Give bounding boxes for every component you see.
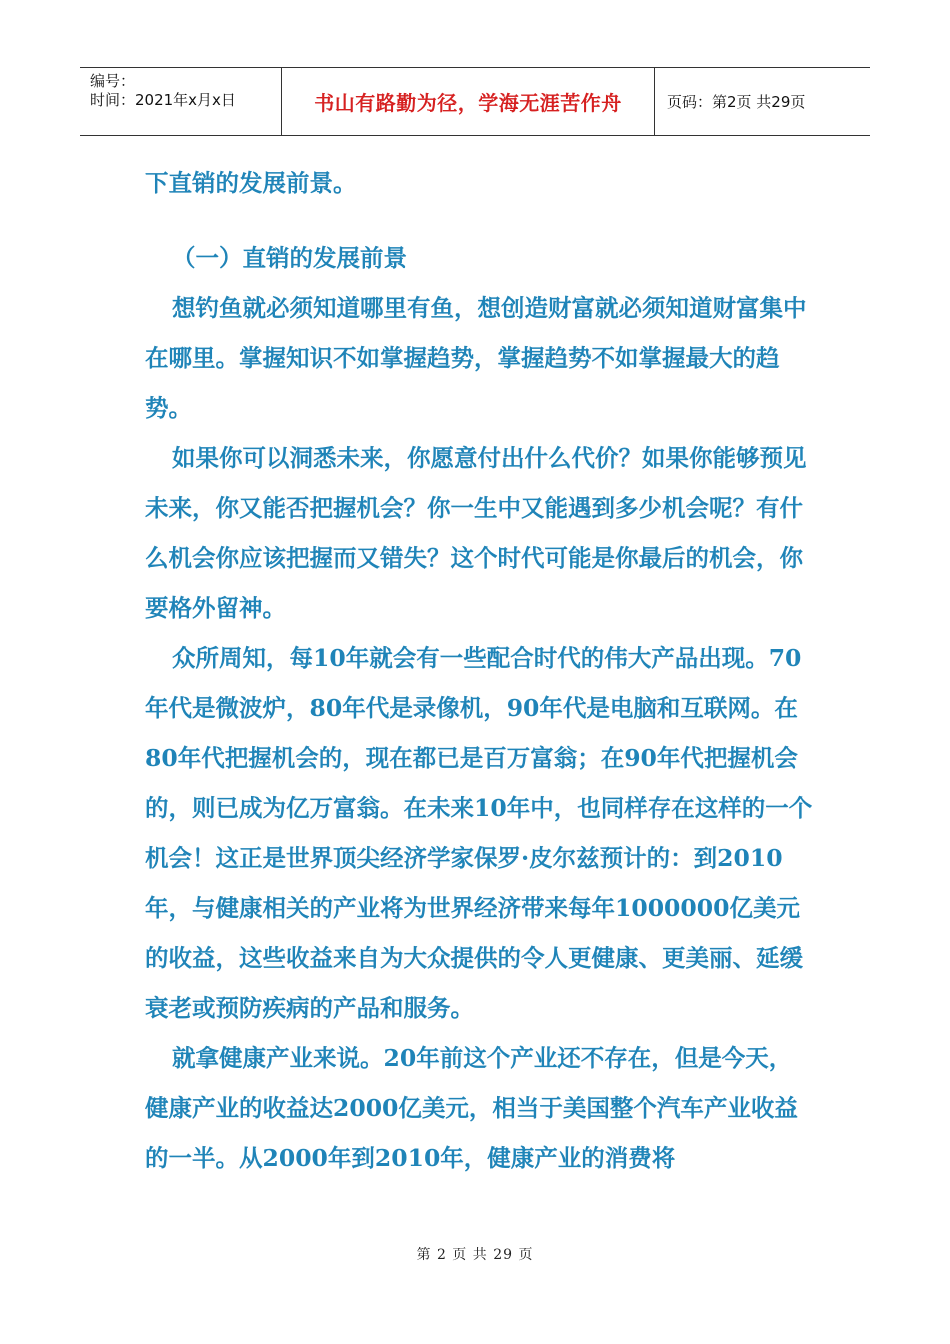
- document-body: [145, 158, 815, 1183]
- header-page-info: 页码：第2页 共29页: [667, 93, 806, 111]
- section-heading: （一）直销的发展前景: [172, 244, 407, 272]
- document-number-label: 编号：: [90, 72, 136, 90]
- paragraph-continuation: 下直销的发展前景。: [145, 169, 357, 197]
- page-header: [80, 67, 870, 136]
- document-date: 时间：2021年x月x日: [90, 91, 236, 109]
- paragraph: 就拿健康产业来说。20年前这个产业还不存在，但是今天，健康产业的收益达2000亿美元，相当于美国整个汽车产业收益的一半。从2000年到2010年，健康产业的消费将: [145, 1044, 798, 1172]
- paragraph: 想钓鱼就必须知道哪里有鱼，想创造财富就必须知道财富集中在哪里。掌握知识不如掌握趋势，掌握趋势不如掌握最大的趋势。: [145, 294, 807, 422]
- header-meta: [80, 68, 281, 135]
- paragraph: 如果你可以洞悉未来，你愿意付出什么代价？如果你能够预见未来，你又能否把握机会？你一生中又能遇到多少机会呢？有什么机会你应该把握而又错失？这个时代可能是你最后的机会，你要格外留神。: [145, 444, 807, 622]
- page-footer: 第 2 页 共 29 页: [416, 1247, 534, 1263]
- header-motto: 书山有路勤为径，学海无涯苦作舟: [281, 68, 655, 135]
- paragraph: 众所周知，每10年就会有一些配合时代的伟大产品出现。70年代是微波炉，80年代是录像机，90年代是电脑和互联网。在80年代把握机会的，现在都已是百万富翁；在90年代把握机会的，则已成为亿万富翁。在未来10年中，也同样存在这样的一个机会！这正是世界顶尖经济学家保罗·皮尔兹预计的：到2010年，与健康相关的产业将为世界经济带来每年1000000亿美元的收益，这些收益来自为大众提供的令人更健康、更美丽、延缓衰老或预防疾病的产品和服务。: [145, 644, 813, 1022]
